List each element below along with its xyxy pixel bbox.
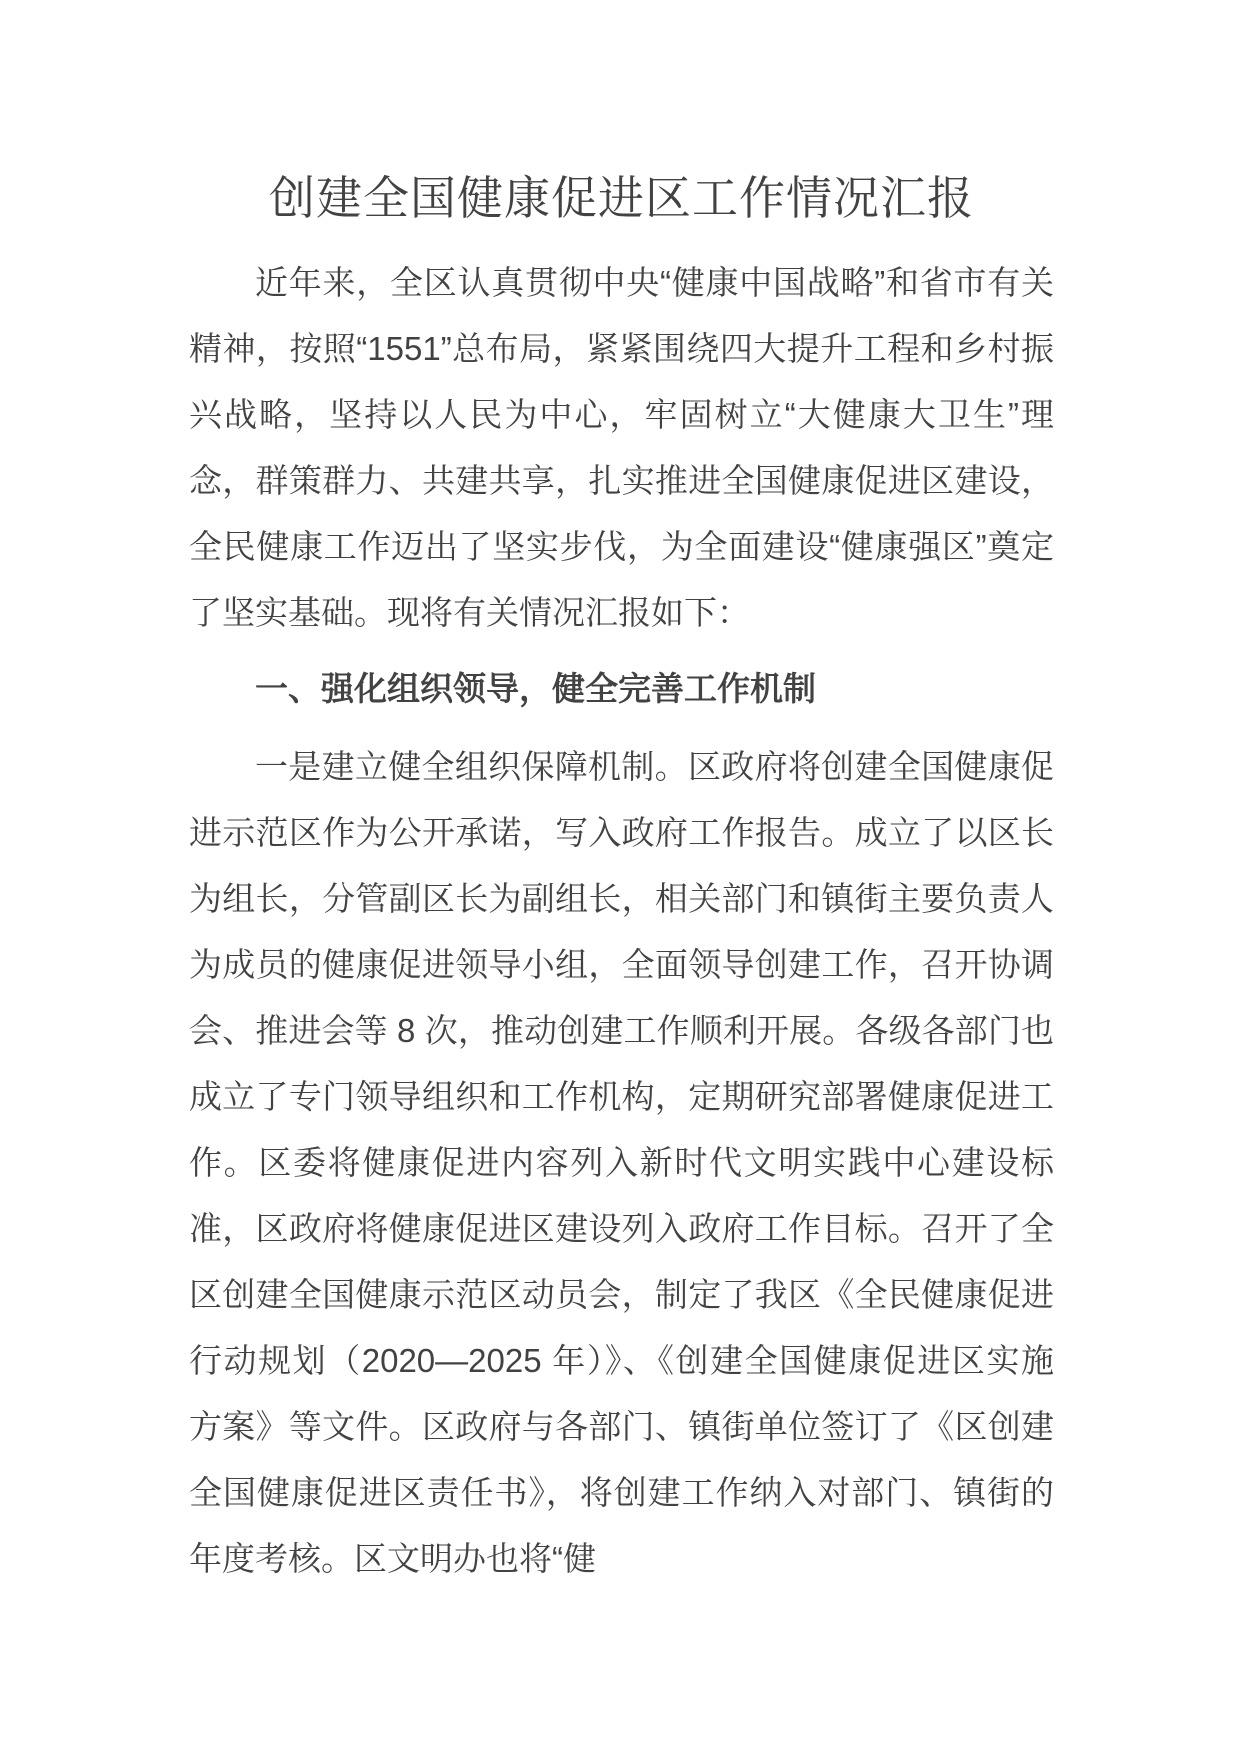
paragraph-section-1-body: 一是建立健全组织保障机制。区政府将创建全国健康促进示范区作为公开承诺，写入政府工作报告。成立了以区长为组长，分管副区长为副组长，相关部门和镇街主要负责人为成员的健康促进领导小组，全面领导创建工作，召开协调会、推进会等 8 次，推动创建工作顺利开展。各级各部门也成立了专门领导组织和工作机构，定期研究部署健康促进工作。区委将健康促进内容列入新时代文明实践中心建设标准，区政府将健康促进区建设列入政府工作目标。召开了全区创建全国健康示范区动员会，制定了我区《全民健康促进行动规划（2020—2025 年）》、《创建全国健康促进区实施方案》等文件。区政府与各部门、镇街单位签订了《区创建全国健康促进区责任书》，将创建工作纳入对部门、镇街的年度考核。区文明办也将“健 [189,748,1054,1577]
document-title-text: 创建全国健康促进区工作情况汇报 [269,172,974,224]
document-title [189,166,1054,230]
paragraph-intro: 近年来，全区认真贯彻中央“健康中国战略”和省市有关精神，按照“1551”总布局，紧紧围绕四大提升工程和乡村振兴战略，坚持以人民为中心，牢固树立“大健康大卫生”理念，群策群力、共建共享，扎实推进全国健康促进区建设，全民健康工作迈出了坚实步伐，为全面建设“健康强区”奠定了坚实基础。现将有关情况汇报如下： [189,264,1054,631]
section-heading-1: 一、强化组织领导，健全完善工作机制 [255,670,816,707]
